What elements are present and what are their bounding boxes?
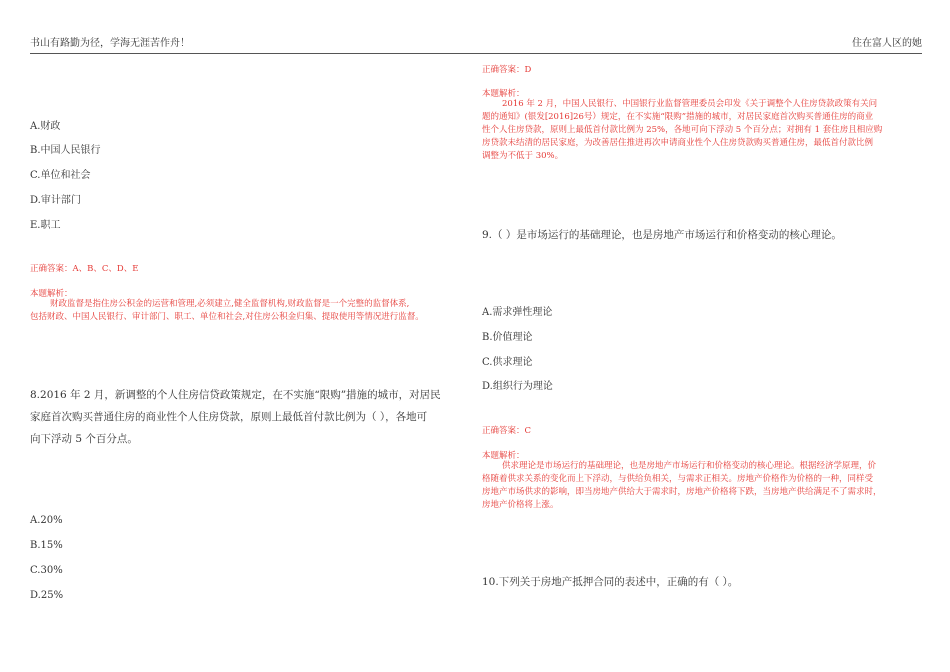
- option-d: D.审计部门: [30, 195, 81, 206]
- question-line: 向下浮动 5 个百分点。: [30, 433, 138, 445]
- option-b: B.中国人民银行: [30, 145, 101, 156]
- q8-correct-answer: 正确答案：D: [482, 65, 532, 75]
- correct-answer: 正确答案：A、B、C、D、E: [30, 264, 139, 274]
- explanation-text: [30, 298, 424, 324]
- explanation-line: 供求理论是市场运行的基础理论，也是房地产市场运行和价格变动的核心理论。根据经济学原理，价: [502, 461, 877, 471]
- q8-option-a: A.20%: [30, 515, 63, 526]
- header-motto: 书山有路勤为径，学海无涯苦作舟！: [30, 38, 190, 49]
- option-a: A.财政: [30, 121, 61, 132]
- q9-option-a: A.需求弹性理论: [482, 307, 553, 318]
- q8-option-c: C.30%: [30, 565, 63, 576]
- explanation-line: 2016 年 2 月，中国人民银行、中国银行业监督管理委员会印发《关于调整个人住房贷款政策有关问: [502, 99, 878, 109]
- option-c: C.单位和社会: [30, 170, 91, 181]
- explanation-line: 房地产价格将上涨。: [482, 500, 559, 510]
- header-author: 住在富人区的她: [852, 38, 922, 49]
- explanation-line: 性个人住房贷款，原则上最低首付款比例为 25%，各地可向下浮动 5 个百分点；对拥有 1 套住房且相应购: [482, 125, 883, 135]
- header-divider: [30, 53, 922, 54]
- q9-option-d: D.组织行为理论: [482, 381, 553, 392]
- explanation-line: 题的通知》(银发[2016]26号）规定，在不实施“限购”措施的城市，对居民家庭首次购买普通住房的商业: [482, 112, 874, 122]
- q9-explanation-text: [482, 460, 882, 512]
- explanation-line: 调整为不低于 30%。: [482, 151, 564, 161]
- question-9: 9.（ ）是市场运行的基础理论，也是房地产市场运行和价格变动的核心理论。: [482, 229, 842, 241]
- q8-option-b: B.15%: [30, 540, 63, 551]
- question-line: 8.2016 年 2 月，新调整的个人住房信贷政策规定，在不实施“限购”措施的城市，对居民: [30, 389, 441, 401]
- q9-explanation-label: 本题解析：: [482, 451, 525, 461]
- question-10: 10.下列关于房地产抵押合同的表述中，正确的有（ ）。: [482, 576, 739, 588]
- q8-explanation-text: [482, 98, 882, 163]
- q9-option-c: C.供求理论: [482, 357, 533, 368]
- option-e: E.职工: [30, 220, 61, 231]
- explanation-line: 财政监督是指住房公积金的运营和管理,必须建立,健全监督机构,财政监督是一个完整的监督体系,: [50, 299, 410, 309]
- q9-option-b: B.价值理论: [482, 332, 533, 343]
- q8-explanation-label: 本题解析：: [482, 89, 525, 99]
- explanation-line: 房贷款未结清的居民家庭，为改善居住推进再次申请商业性个人住房贷款购买普通住房，最低首付款比例: [482, 138, 874, 148]
- question-8: [30, 384, 441, 450]
- explanation-line: 包括财政、中国人民银行、审计部门、职工、单位和社会,对住房公积金归集、提取使用等情况进行监督。: [30, 312, 424, 322]
- q8-option-d: D.25%: [30, 590, 64, 601]
- explanation-line: 房地产市场供求的影响，即当房地产供给大于需求时，房地产价格将下跌，当房地产供给满足不了需求时，: [482, 487, 882, 497]
- question-line: 家庭首次购买普通住房的商业性个人住房贷款，原则上最低首付款比例为（ ），各地可: [30, 411, 428, 423]
- explanation-label: 本题解析：: [30, 289, 73, 299]
- explanation-line: 格随着供求关系的变化而上下浮动，与供给负相关，与需求正相关。房地产价格作为价格的一种，同样受: [482, 474, 874, 484]
- q9-correct-answer: 正确答案：C: [482, 426, 532, 436]
